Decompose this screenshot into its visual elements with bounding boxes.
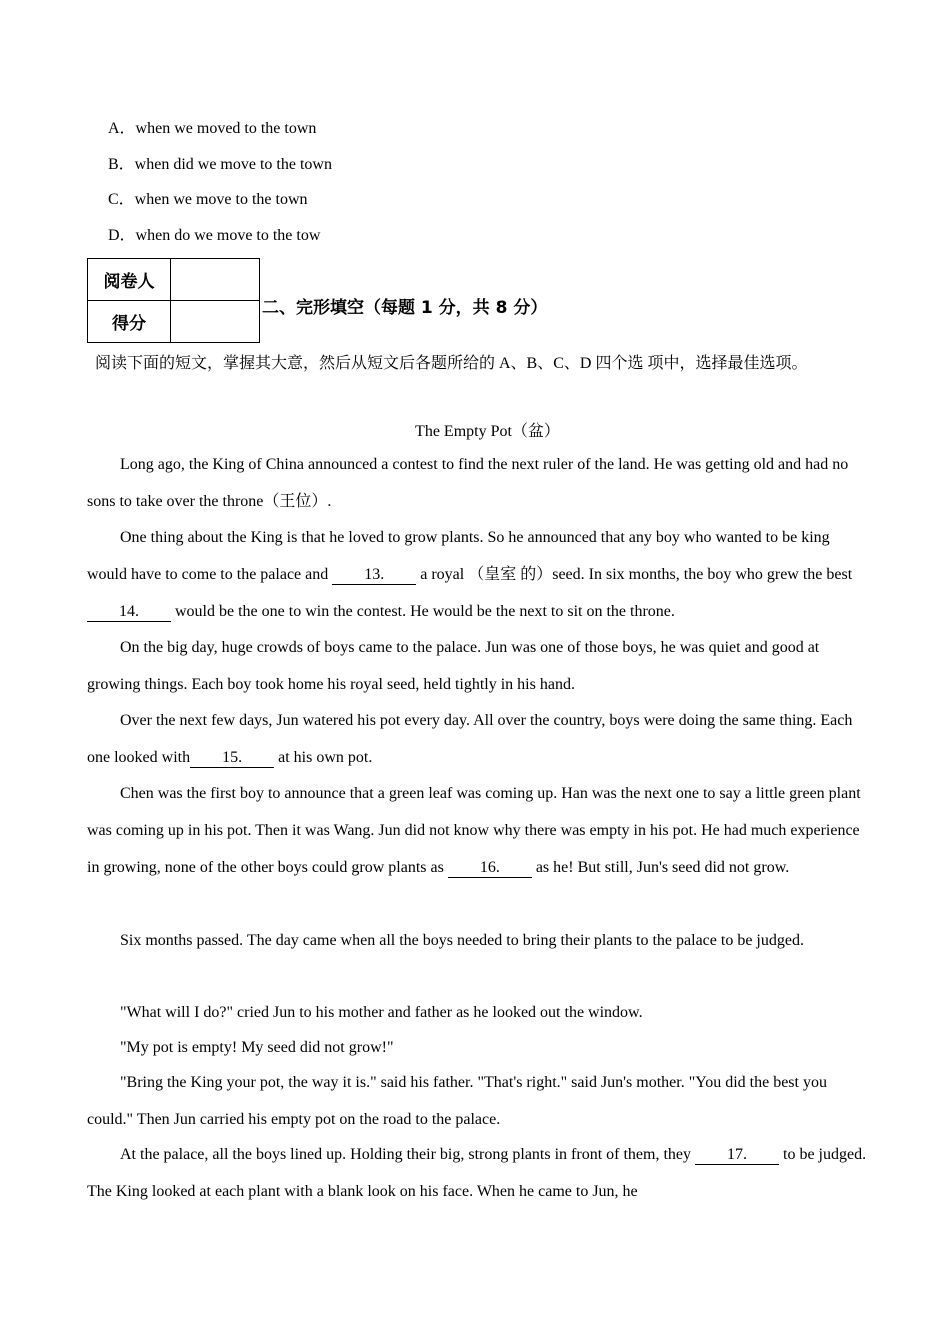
paragraph-10 <box>87 1136 867 1210</box>
paragraph-4 <box>87 702 867 776</box>
blank-13: 13. <box>332 566 416 585</box>
paragraph-10-text-a: At the palace, all the boys lined up. Holding their big, strong plants in front of them, they <box>120 1146 695 1163</box>
paragraph-2-text-c: would be the one to win the contest. He would be the next to sit on the throne. <box>171 603 675 620</box>
paragraph-7: "What will I do?" cried Jun to his mother and father as he looked out the window. <box>120 1004 643 1021</box>
paragraph-5 <box>87 775 867 886</box>
section-title: 二、完形填空（每题 1 分，共 8 分） <box>262 298 548 318</box>
blank-17: 17. <box>695 1146 779 1165</box>
paragraph-9: "Bring the King your pot, the way it is." said his father. "That's right." said Jun's mother. "You did the best you could." Then Jun carried his empty pot on the road to the palace. <box>87 1074 827 1128</box>
paragraph-2-text-a: One thing about the King is that he loved to grow plants. So he announced that any boy who wanted to be king would have to come to the palace and <box>87 529 830 583</box>
reviewer-label: 阅卷人 <box>88 259 171 301</box>
blank-14: 14. <box>87 603 171 622</box>
paragraph-5-text-b: as he! But still, Jun's seed did not grow. <box>531 859 790 876</box>
instructions-text: 阅读下面的短文，掌握其大意，然后从短文后各题所给的 A、B、C、D 四个选 项中，选择最佳选项。 <box>95 355 808 372</box>
paragraph-3: On the big day, huge crowds of boys came to the palace. Jun was one of those boys, he was quiet and good at growing things. Each boy took home his royal seed, held tightly in his hand. <box>87 639 820 693</box>
paragraph-2 <box>87 519 867 630</box>
option-a: A．when we moved to the town <box>108 120 317 137</box>
blank-16: 16. <box>448 859 532 878</box>
paragraph-1: Long ago, the King of China announced a contest to find the next ruler of the land. He was getting old and had no sons to take over the throne（王位）. <box>87 456 849 510</box>
option-d: D．when do we move to the tow <box>108 227 321 244</box>
score-cell <box>171 301 260 343</box>
paragraph-4-text-a: Over the next few days, Jun watered his pot every day. All over the country, boys were doing the same thing. Each one looked with <box>87 712 853 766</box>
score-label: 得分 <box>88 301 171 343</box>
paragraph-5-text-a: Chen was the first boy to announce that a green leaf was coming up. Han was the next one to say a little green plant was coming up in his pot. Then it was Wang. Jun did not know why there was empty in his pot. He had much experience in growing, none of the other boys could grow plants as <box>87 785 861 876</box>
paragraph-8: "My pot is empty! My seed did not grow!" <box>120 1039 394 1056</box>
paragraph-6: Six months passed. The day came when all the boys needed to bring their plants to the palace to be judged. <box>120 932 804 949</box>
blank-15: 15. <box>190 749 274 768</box>
option-c: C．when we move to the town <box>108 191 308 208</box>
story-title: The Empty Pot（盆） <box>415 423 560 440</box>
score-table <box>87 258 260 343</box>
instructions <box>87 345 867 382</box>
paragraph-10-text-b: to be judged. The King looked at each plant with a blank look on his face. When he came to Jun, he <box>87 1146 867 1200</box>
paragraph-2-text-b: a royal （皇室 的）seed. In six months, the boy who grew the best <box>416 566 853 583</box>
reviewer-cell <box>171 259 260 301</box>
paragraph-4-text-b: at his own pot. <box>274 749 373 766</box>
option-b: B．when did we move to the town <box>108 156 332 173</box>
